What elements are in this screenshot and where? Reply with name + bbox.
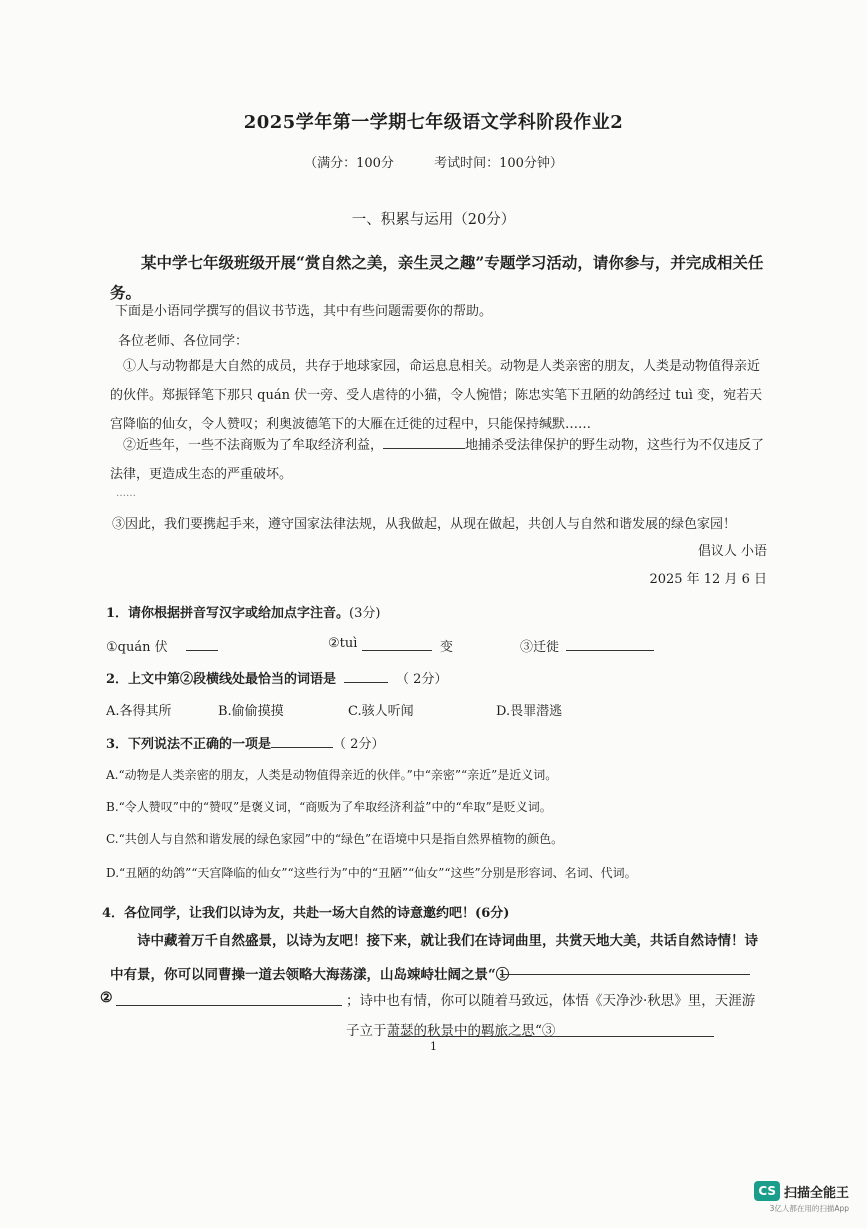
q2-option-a: A.各得其所 — [106, 704, 172, 719]
camscanner-watermark — [744, 1181, 849, 1215]
letter-greeting: 各位老师、各位同学： — [118, 334, 249, 349]
camscanner-tagline: 3亿人都在用的扫描App — [769, 1204, 849, 1213]
camscanner-name: 扫描全能王 — [783, 1185, 849, 1201]
q2-answer-blank[interactable] — [344, 668, 388, 683]
letter-signer: 倡议人 小语 — [697, 544, 767, 559]
q1-blank-3[interactable] — [566, 650, 654, 651]
q1-blank-1[interactable] — [186, 650, 218, 651]
q3-option-a: A.“动物是人类亲密的朋友，人类是动物值得亲近的伙伴。”中“亲密”“亲近”是近义词。 — [106, 768, 558, 782]
letter-ellipsis: …… — [116, 488, 136, 499]
q1-item-3: ③迁徙 — [520, 640, 560, 655]
q4-blank-1[interactable] — [500, 974, 750, 975]
q2-option-d: D.畏罪潜逃 — [496, 704, 563, 719]
q1-blank-2[interactable] — [362, 650, 432, 651]
q4-paragraph-1: 诗中藏着万千自然盛景，以诗为友吧！接下来，就让我们在诗词曲里，共赏天地大美，共话自然诗情！诗中有景，你可以同曹操一道去领略大海荡漾，山岛竦峙壮阔之景“① — [110, 933, 758, 983]
q3-option-d: D.“丑陋的幼鸽”“天宫降临的仙女”“这些行为”中的“丑陋”“仙女”“这些”分别是形容词、名词、代词。 — [106, 866, 637, 880]
q1-stem: 1．请你根据拼音写汉字或给加点字注音。(3分) — [106, 606, 381, 621]
p2-after: 地捕杀受法律保护的野生动物，这些行为不仅违反了法律，更造成生态的严重破坏。 — [110, 438, 765, 482]
q3-option-b: B.“令人赞叹”中的“赞叹”是褒义词，“商贩为了牟取经济利益”中的“牟取”是贬义词。 — [106, 800, 552, 814]
q2-stem: 2．上文中第②段横线处最恰当的词语是 （ 2分） — [106, 668, 447, 687]
q1-item-2-suffix: 变 — [440, 640, 454, 655]
q3-option-c: C.“共创人与自然和谐发展的绿色家园”中的“绿色”在语境中只是指自然界植物的颜色。 — [106, 832, 564, 846]
page-number: 1 — [430, 1040, 437, 1053]
letter-date: 2025 年 12 月 6 日 — [649, 572, 767, 587]
letter-paragraph-1: ①人与动物都是大自然的成员，共存于地球家园，命运息息相关。动物是人类亲密的朋友，人类是动物值得亲近的伙伴。郑振铎笔下那只 quán 伏一旁、受人虐待的小猫，令人惋惜；陈忠实笔下丑陋的幼鸽经过 tuì 变，宛若天宫降临的仙女，令人赞叹；利奥波德笔下的大雁在迁徙的过程中，只能保持缄默…… — [110, 359, 763, 432]
camscanner-logo-icon: CS — [754, 1181, 780, 1201]
p2-answer-blank[interactable] — [383, 434, 465, 449]
q4-blank-3[interactable] — [388, 1036, 714, 1037]
exam-info — [0, 152, 867, 171]
letter-paragraph-2 — [110, 431, 765, 489]
q3-stem: 3．下列说法不正确的一项是 （ 2分） — [106, 733, 384, 752]
q4-stem: 4．各位同学，让我们以诗为友，共赴一场大自然的诗意邀约吧！(6分) — [102, 906, 510, 921]
exam-time: 考试时间：100分钟） — [434, 156, 563, 171]
q3-answer-blank[interactable] — [271, 733, 333, 748]
p2-before: ②近些年，一些不法商贩为了牟取经济利益， — [123, 438, 384, 453]
full-score: （满分：100分 — [304, 156, 394, 171]
q1-item-2: ②tuì — [328, 636, 358, 651]
q4-paragraph-2: ；诗中也有情，你可以随着马致远，体悟《天净沙·秋思》里，天涯游子立于萧瑟的秋景中的羁旅之思“③ — [346, 993, 756, 1039]
page-title: 2025学年第一学期七年级语文学科阶段作业2 — [243, 112, 624, 133]
intro-subtext: 下面是小语同学撰写的倡议书节选，其中有些问题需要你的帮助。 — [115, 304, 493, 319]
q2-option-b: B.偷偷摸摸 — [218, 704, 284, 719]
letter-paragraph-3: ③因此，我们要携起手来，遵守国家法律法规，从我做起，从现在做起，共创人与自然和谐发展的绿色家园！ — [112, 517, 737, 532]
q1-item-1: ①quán 伏 — [106, 640, 168, 655]
section-title: 一、积累与运用（20分） — [351, 212, 516, 228]
q4-blank-2-label: ② — [100, 990, 113, 1006]
q4-blank-2[interactable] — [116, 1005, 342, 1006]
q2-option-c: C.骇人听闻 — [348, 704, 414, 719]
intro-text: 某中学七年级班级开展“赏自然之美，亲生灵之趣”专题学习活动，请你参与，并完成相关任务。 — [110, 253, 764, 302]
